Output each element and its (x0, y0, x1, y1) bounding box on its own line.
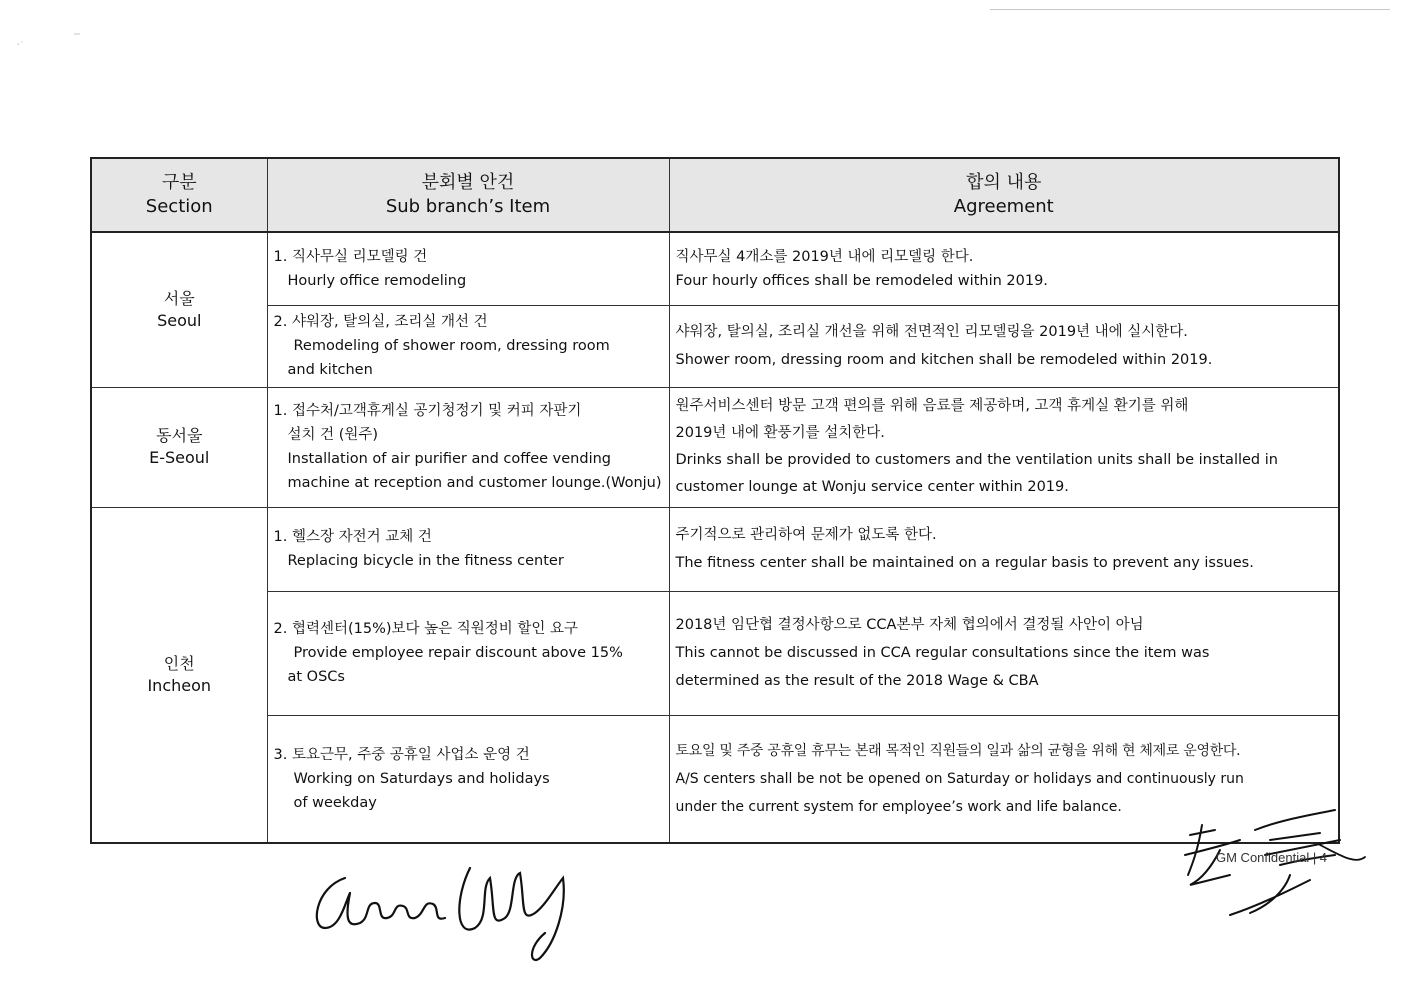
table-row (91, 387, 1339, 507)
scan-specks (14, 30, 94, 50)
section-e-seoul: 동서울 E-Seoul (91, 387, 267, 507)
header-section: 구분 Section (91, 158, 267, 232)
header-agreement: 합의 내용 Agreement (669, 158, 1339, 232)
table-row (91, 507, 1339, 591)
agreement-cell: 2018년 임단협 결정사항으로 CCA본부 자체 협의에서 결정될 사안이 아님 This cannot be discussed in CCA regular consultations since the item was determined as the result of the 2018 Wage & CBA (669, 591, 1339, 715)
table-row (91, 591, 1339, 715)
section-incheon: 인천 Incheon (91, 507, 267, 843)
table-row (91, 715, 1339, 843)
table-row (91, 305, 1339, 387)
item-cell: 1. 직사무실 리모델링 건 Hourly office remodeling (267, 232, 669, 305)
table-row (91, 232, 1339, 305)
agreement-cell: 주기적으로 관리하여 문제가 없도록 한다. The fitness center shall be maintained on a regular basis to prevent any issues. (669, 507, 1339, 591)
agreement-cell: 토요일 및 주중 공휴일 휴무는 본래 목적인 직원들의 일과 삶의 균형을 위해 현 체제로 운영한다. A/S centers shall be not be opened on Saturday or holidays and continuously run under the current system for employee’s work and life balance. (669, 715, 1339, 843)
header-item: 분회별 안건 Sub branch’s Item (267, 158, 669, 232)
signature-left (305, 848, 595, 968)
confidential-label: GM Confidential | 4 (1216, 850, 1328, 865)
item-cell: 1. 접수처/고객휴게실 공기청정기 및 커피 자판기 설치 건 (원주) Installation of air purifier and coffee vending machine at reception and customer lounge.(Wonju) (267, 387, 669, 507)
agreement-cell: 원주서비스센터 방문 고객 편의를 위해 음료를 제공하며, 고객 휴게실 환기를 위해 2019년 내에 환풍기를 설치한다. Drinks shall be provided to customers and the ventilation units shall be installed in customer lounge at Wonju service center within 2019. (669, 387, 1339, 507)
item-cell: 2. 협력센터(15%)보다 높은 직원정비 할인 요구 Provide employee repair discount above 15% at OSCs (267, 591, 669, 715)
item-cell: 1. 헬스장 자전거 교체 건 Replacing bicycle in the fitness center (267, 507, 669, 591)
item-cell: 2. 샤워장, 탈의실, 조리실 개선 건 Remodeling of shower room, dressing room and kitchen (267, 305, 669, 387)
agreement-cell: 직사무실 4개소를 2019년 내에 리모델링 한다. Four hourly offices shall be remodeled within 2019. (669, 232, 1339, 305)
table-header-row (91, 158, 1339, 232)
agreement-table (90, 157, 1340, 844)
top-rule (990, 9, 1390, 10)
section-seoul: 서울 Seoul (91, 232, 267, 387)
item-cell: 3. 토요근무, 주중 공휴일 사업소 운영 건 Working on Saturdays and holidays of weekday (267, 715, 669, 843)
agreement-cell: 샤워장, 탈의실, 조리실 개선을 위해 전면적인 리모델링을 2019년 내에 실시한다. Shower room, dressing room and kitchen shall be remodeled within 2019. (669, 305, 1339, 387)
